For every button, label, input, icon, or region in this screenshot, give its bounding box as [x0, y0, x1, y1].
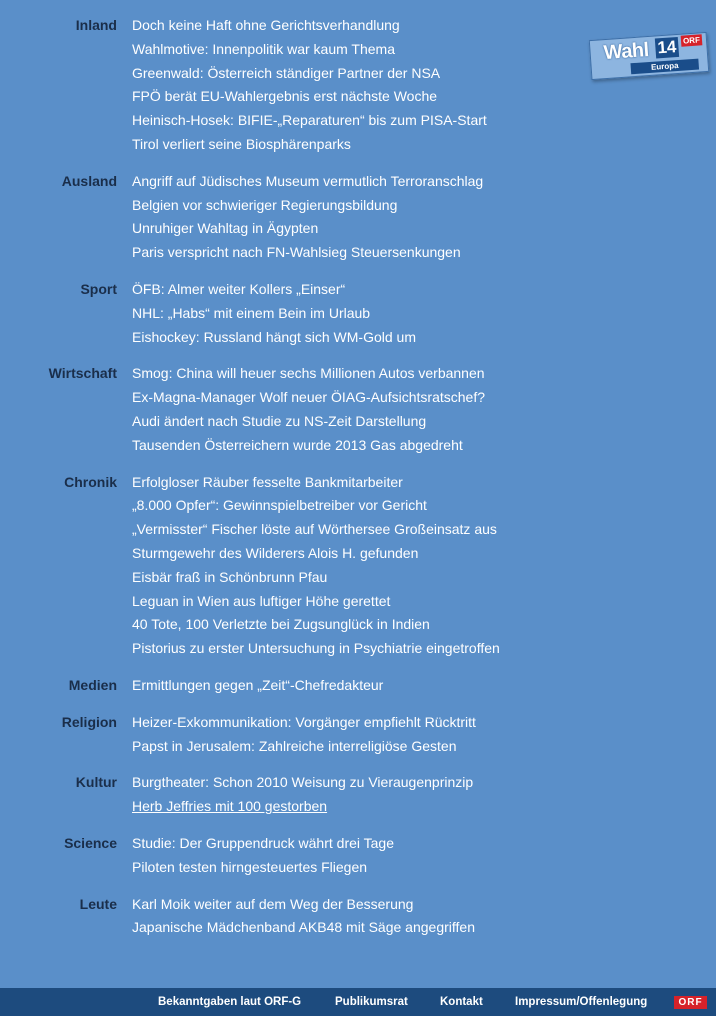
- section-label[interactable]: Ausland: [61, 172, 117, 189]
- section-wirtschaft: [0, 362, 716, 457]
- headline-link[interactable]: Smog: China will heuer sechs Millionen Autos verbannen: [132, 365, 485, 382]
- headline-link[interactable]: Leguan in Wien aus luftiger Höhe gerettet: [132, 592, 391, 609]
- orf-logo[interactable]: ORF: [674, 996, 707, 1009]
- footer-link-impressum[interactable]: Impressum/Offenlegung: [515, 996, 648, 1008]
- headline-list: [132, 471, 500, 661]
- headline-list: [132, 771, 473, 819]
- headline-link[interactable]: Ermittlungen gegen „Zeit“-Chefredakteur: [132, 676, 384, 693]
- headline-link[interactable]: Tirol verliert seine Biosphärenparks: [132, 135, 351, 152]
- section-kultur: [0, 771, 716, 819]
- headline-list: [132, 362, 485, 457]
- headline-link[interactable]: „Vermisster“ Fischer löste auf Wörthersee Großeinsatz aus: [132, 521, 497, 538]
- section-label[interactable]: Inland: [75, 17, 117, 33]
- headline-list: [132, 893, 475, 941]
- headline-link[interactable]: Heizer-Exkommunikation: Vorgänger empfiehlt Rücktritt: [132, 713, 476, 730]
- headline-link[interactable]: Angriff auf Jüdisches Museum vermutlich Terroranschlag: [132, 172, 484, 189]
- headline-link[interactable]: Tausenden Österreichern wurde 2013 Gas abgedreht: [132, 436, 463, 453]
- headline-link[interactable]: Japanische Mädchenband AKB48 mit Säge angegriffen: [132, 919, 475, 936]
- headline-link[interactable]: Studie: Der Gruppendruck währt drei Tage: [132, 834, 394, 851]
- news-list: [0, 14, 716, 953]
- section-medien: [0, 674, 716, 698]
- section-label[interactable]: Leute: [79, 895, 117, 912]
- headline-link[interactable]: Karl Moik weiter auf dem Weg der Besserung: [132, 895, 414, 912]
- headline-link[interactable]: Heinisch-Hosek: BIFIE-„Reparaturen“ bis zum PISA-Start: [132, 112, 487, 129]
- headline-link[interactable]: Piloten testen hirngesteuertes Fliegen: [132, 858, 368, 875]
- headline-link[interactable]: Erfolgloser Räuber fesselte Bankmitarbeiter: [132, 473, 403, 490]
- section-science: [0, 832, 716, 880]
- section-label[interactable]: Kultur: [75, 774, 117, 791]
- headline-link[interactable]: Belgien vor schwieriger Regierungsbildung: [132, 196, 398, 213]
- section-label[interactable]: Science: [64, 834, 117, 851]
- footer-link-kontakt[interactable]: Kontakt: [440, 996, 483, 1008]
- headline-link-hovered[interactable]: Herb Jeffries mit 100 gestorben: [132, 798, 328, 815]
- headline-link[interactable]: Paris verspricht nach FN-Wahlsieg Steuersenkungen: [132, 244, 461, 261]
- headline-list: [132, 674, 383, 698]
- logo-europa-text: Europa: [630, 59, 699, 75]
- section-chronik: [0, 471, 716, 661]
- headline-link[interactable]: NHL: „Habs“ mit einem Bein im Urlaub: [132, 304, 371, 321]
- section-leute: [0, 893, 716, 941]
- section-ausland: [0, 170, 716, 265]
- wahl-14-europa-logo[interactable]: [589, 32, 710, 80]
- headline-link[interactable]: Audi ändert nach Studie zu NS-Zeit Darstellung: [132, 412, 427, 429]
- headline-list: [132, 170, 483, 265]
- headline-list: [132, 14, 487, 157]
- headline-link[interactable]: Ex-Magna-Manager Wolf neuer ÖIAG-Aufsichtsratschef?: [132, 389, 486, 406]
- logo-number: 14: [655, 37, 679, 59]
- section-inland: [0, 14, 716, 157]
- footer-link-publikumsrat[interactable]: Publikumsrat: [335, 996, 408, 1008]
- headline-link[interactable]: Eishockey: Russland hängt sich WM-Gold um: [132, 328, 416, 345]
- section-label[interactable]: Sport: [80, 280, 117, 297]
- headline-list: [132, 278, 416, 349]
- section-label[interactable]: Medien: [68, 676, 117, 693]
- headline-link[interactable]: Pistorius zu erster Untersuchung in Psychiatrie eingetroffen: [132, 640, 500, 657]
- footer-bar: [0, 988, 716, 1016]
- headline-link[interactable]: 40 Tote, 100 Verletzte bei Zugsunglück in Indien: [132, 616, 430, 633]
- headline-link[interactable]: Wahlmotive: Innenpolitik war kaum Thema: [132, 40, 395, 57]
- footer-link-bekanntgaben[interactable]: Bekanntgaben laut ORF-G: [158, 996, 302, 1008]
- section-religion: [0, 711, 716, 759]
- headline-link[interactable]: Papst in Jerusalem: Zahlreiche interreligiöse Gesten: [132, 737, 457, 754]
- headline-list: [132, 832, 394, 880]
- section-label[interactable]: Religion: [61, 713, 117, 730]
- headline-link[interactable]: Burgtheater: Schon 2010 Weisung zu Vieraugenprinzip: [132, 774, 474, 791]
- logo-wahl-text: Wahl: [602, 39, 650, 65]
- headline-link[interactable]: Greenwald: Österreich ständiger Partner der NSA: [132, 64, 441, 81]
- section-label[interactable]: Wirtschaft: [48, 365, 117, 382]
- headline-link[interactable]: Sturmgewehr des Wilderers Alois H. gefunden: [132, 544, 419, 561]
- headline-link[interactable]: ÖFB: Almer weiter Kollers „Einser“: [132, 280, 346, 297]
- headline-link[interactable]: „8.000 Opfer“: Gewinnspielbetreiber vor Gericht: [132, 497, 427, 514]
- headline-link[interactable]: Unruhiger Wahltag in Ägypten: [132, 220, 319, 237]
- section-sport: [0, 278, 716, 349]
- headline-link[interactable]: FPÖ berät EU-Wahlergebnis erst nächste Woche: [132, 88, 438, 105]
- section-label[interactable]: Chronik: [64, 473, 117, 490]
- logo-orf-badge: ORF: [681, 34, 703, 46]
- headline-link[interactable]: Eisbär fraß in Schönbrunn Pfau: [132, 568, 328, 585]
- headline-link[interactable]: Doch keine Haft ohne Gerichtsverhandlung: [132, 17, 400, 33]
- headline-list: [132, 711, 476, 759]
